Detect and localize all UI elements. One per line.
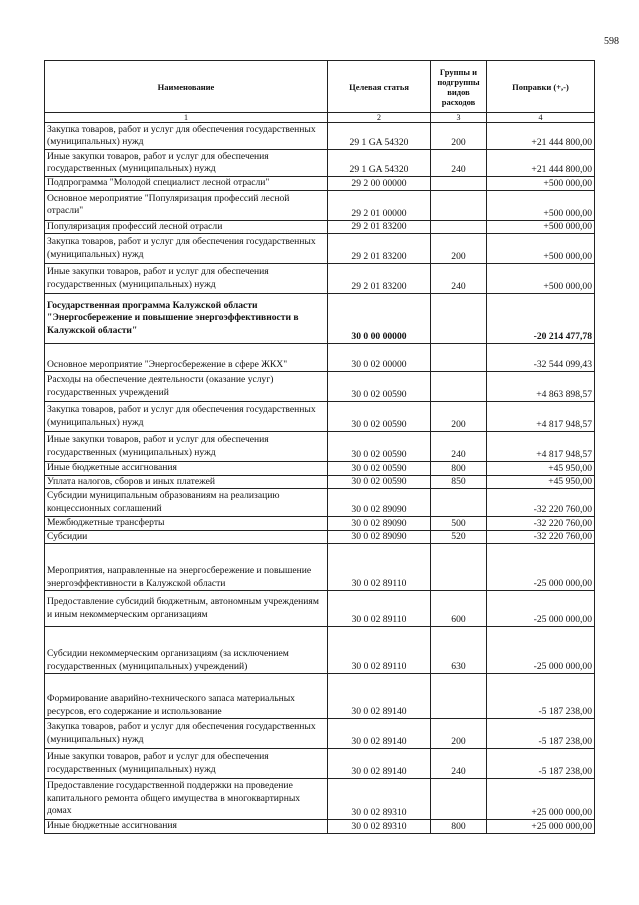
row-expense-group: 500 (431, 517, 487, 531)
row-target-article: 30 0 02 00590 (328, 432, 431, 462)
table-row (45, 123, 595, 150)
row-expense-group: 800 (431, 820, 487, 834)
row-target-article: 30 0 02 00590 (328, 475, 431, 489)
row-expense-group (431, 220, 487, 234)
row-target-article: 29 2 01 83200 (328, 220, 431, 234)
row-name: Государственная программа Калужской области "Энергосбережение и повышение энергоэффективности в Калужской области" (45, 294, 328, 344)
row-name: Формирование аварийно-технического запаса материальных ресурсов, его содержание и использование (45, 674, 328, 719)
row-target-article: 30 0 02 89110 (328, 544, 431, 591)
table-row (45, 591, 595, 627)
page-number: 598 (604, 36, 619, 47)
header-target-article: Целевая статья (328, 61, 431, 113)
column-number: 4 (487, 113, 595, 123)
table-row (45, 234, 595, 264)
row-name: Закупка товаров, работ и услуг для обеспечения государственных (муниципальных) нужд (45, 402, 328, 432)
row-expense-group (431, 372, 487, 402)
table-row (45, 475, 595, 489)
row-amount: -32 220 760,00 (487, 517, 595, 531)
row-name: Закупка товаров, работ и услуг для обеспечения государственных (муниципальных) нужд (45, 234, 328, 264)
table-row (45, 530, 595, 544)
header-amendments: Поправки (+,-) (487, 61, 595, 113)
row-name: Иные закупки товаров, работ и услуг для обеспечения государственных (муниципальных) нужд (45, 264, 328, 294)
row-expense-group: 200 (431, 402, 487, 432)
table-body (45, 123, 595, 834)
row-expense-group: 240 (431, 150, 487, 177)
row-name: Предоставление субсидий бюджетным, автономным учреждениям и иным некоммерческим организациям (45, 591, 328, 627)
table-row (45, 177, 595, 191)
row-amount: -25 000 000,00 (487, 591, 595, 627)
row-target-article: 29 1 GA 54320 (328, 150, 431, 177)
row-name: Популяризация профессий лесной отрасли (45, 220, 328, 234)
table-row (45, 544, 595, 591)
row-amount: +4 817 948,57 (487, 432, 595, 462)
row-amount: +4 817 948,57 (487, 402, 595, 432)
row-name: Основное мероприятие "Популяризация профессий лесной отрасли" (45, 190, 328, 220)
table-row (45, 150, 595, 177)
row-name: Закупка товаров, работ и услуг для обеспечения государственных (муниципальных) нужд (45, 123, 328, 150)
row-expense-group: 200 (431, 719, 487, 749)
table-header-row (45, 61, 595, 113)
row-name: Основное мероприятие "Энергосбережение в сфере ЖКХ" (45, 344, 328, 372)
row-target-article: 29 2 00 00000 (328, 177, 431, 191)
row-name: Межбюджетные трансферты (45, 517, 328, 531)
row-name: Иные закупки товаров, работ и услуг для обеспечения государственных (муниципальных) нужд (45, 150, 328, 177)
column-number: 3 (431, 113, 487, 123)
row-expense-group (431, 779, 487, 820)
table-row (45, 344, 595, 372)
table-row (45, 719, 595, 749)
header-name: Наименование (45, 61, 328, 113)
row-target-article: 30 0 02 89310 (328, 779, 431, 820)
row-amount: -5 187 238,00 (487, 674, 595, 719)
row-expense-group: 240 (431, 264, 487, 294)
row-target-article: 30 0 02 00590 (328, 402, 431, 432)
row-amount: -25 000 000,00 (487, 544, 595, 591)
table-row (45, 190, 595, 220)
row-name: Иные закупки товаров, работ и услуг для обеспечения государственных (муниципальных) нужд (45, 749, 328, 779)
row-target-article: 30 0 02 89110 (328, 591, 431, 627)
table-row (45, 517, 595, 531)
row-expense-group: 200 (431, 234, 487, 264)
row-amount: -32 220 760,00 (487, 530, 595, 544)
table-row (45, 779, 595, 820)
row-target-article: 30 0 02 89090 (328, 517, 431, 531)
column-number: 1 (45, 113, 328, 123)
row-target-article: 30 0 02 89140 (328, 719, 431, 749)
row-name: Уплата налогов, сборов и иных платежей (45, 475, 328, 489)
row-expense-group: 630 (431, 627, 487, 674)
table-row (45, 402, 595, 432)
row-expense-group: 200 (431, 123, 487, 150)
table-row (45, 294, 595, 344)
row-amount: +25 000 000,00 (487, 779, 595, 820)
row-target-article: 30 0 02 00590 (328, 372, 431, 402)
row-amount: +500 000,00 (487, 234, 595, 264)
row-expense-group (431, 674, 487, 719)
row-target-article: 30 0 00 00000 (328, 294, 431, 344)
row-amount: -5 187 238,00 (487, 749, 595, 779)
table-row (45, 749, 595, 779)
row-name: Расходы на обеспечение деятельности (оказание услуг) государственных учреждений (45, 372, 328, 402)
row-amount: +21 444 800,00 (487, 150, 595, 177)
column-number-row (45, 113, 595, 123)
row-target-article: 30 0 02 89140 (328, 749, 431, 779)
row-target-article: 29 2 01 83200 (328, 264, 431, 294)
row-expense-group: 850 (431, 475, 487, 489)
row-target-article: 29 2 01 83200 (328, 234, 431, 264)
table-row (45, 489, 595, 517)
row-amount: -32 544 099,43 (487, 344, 595, 372)
row-amount: +4 863 898,57 (487, 372, 595, 402)
row-name: Иные бюджетные ассигнования (45, 462, 328, 476)
row-name: Предоставление государственной поддержки на проведение капитального ремонта общего имущества в многоквартирных домах (45, 779, 328, 820)
row-target-article: 30 0 02 89310 (328, 820, 431, 834)
row-expense-group (431, 190, 487, 220)
row-amount: -20 214 477,78 (487, 294, 595, 344)
row-target-article: 30 0 02 89090 (328, 489, 431, 517)
row-amount: -5 187 238,00 (487, 719, 595, 749)
row-amount: -32 220 760,00 (487, 489, 595, 517)
row-name: Подпрограмма "Молодой специалист лесной отрасли" (45, 177, 328, 191)
row-amount: +500 000,00 (487, 220, 595, 234)
row-target-article: 30 0 02 89110 (328, 627, 431, 674)
row-expense-group: 240 (431, 432, 487, 462)
table-row (45, 674, 595, 719)
row-amount: +45 950,00 (487, 475, 595, 489)
row-name: Субсидии некоммерческим организациям (за исключением государственных (муниципальных) учреждений) (45, 627, 328, 674)
row-expense-group (431, 344, 487, 372)
row-amount: +25 000 000,00 (487, 820, 595, 834)
row-expense-group (431, 177, 487, 191)
header-expense-group: Группы и подгруппы видов расходов (431, 61, 487, 113)
row-target-article: 30 0 02 89140 (328, 674, 431, 719)
row-target-article: 30 0 02 00000 (328, 344, 431, 372)
table-row (45, 820, 595, 834)
row-name: Иные бюджетные ассигнования (45, 820, 328, 834)
row-name: Субсидии муниципальным образованиям на реализацию концессионных соглашений (45, 489, 328, 517)
table-row (45, 462, 595, 476)
row-expense-group: 800 (431, 462, 487, 476)
row-amount: +500 000,00 (487, 190, 595, 220)
row-amount: -25 000 000,00 (487, 627, 595, 674)
table-row (45, 372, 595, 402)
row-target-article: 29 1 GA 54320 (328, 123, 431, 150)
row-name: Субсидии (45, 530, 328, 544)
row-target-article: 30 0 02 00590 (328, 462, 431, 476)
row-amount: +500 000,00 (487, 264, 595, 294)
row-name: Мероприятия, направленные на энергосбережение и повышение энергоэффективности в Калужской области (45, 544, 328, 591)
table-row (45, 627, 595, 674)
table-row (45, 432, 595, 462)
budget-amendments-table (44, 60, 595, 834)
row-target-article: 29 2 01 00000 (328, 190, 431, 220)
column-number: 2 (328, 113, 431, 123)
row-expense-group: 600 (431, 591, 487, 627)
table-row (45, 220, 595, 234)
row-target-article: 30 0 02 89090 (328, 530, 431, 544)
row-amount: +500 000,00 (487, 177, 595, 191)
row-name: Иные закупки товаров, работ и услуг для обеспечения государственных (муниципальных) нужд (45, 432, 328, 462)
row-expense-group (431, 489, 487, 517)
row-expense-group: 520 (431, 530, 487, 544)
row-amount: +45 950,00 (487, 462, 595, 476)
row-amount: +21 444 800,00 (487, 123, 595, 150)
row-expense-group: 240 (431, 749, 487, 779)
table-row (45, 264, 595, 294)
row-expense-group (431, 544, 487, 591)
row-name: Закупка товаров, работ и услуг для обеспечения государственных (муниципальных) нужд (45, 719, 328, 749)
row-expense-group (431, 294, 487, 344)
